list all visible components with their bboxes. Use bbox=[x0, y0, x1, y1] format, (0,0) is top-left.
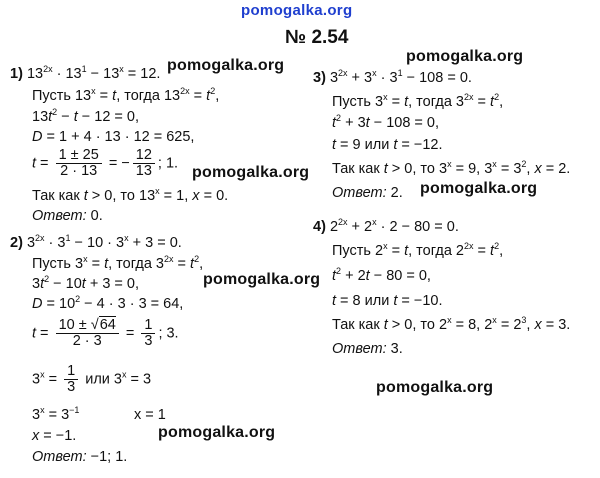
watermark: pomogalka.org bbox=[192, 164, 310, 181]
p3-quadratic: $t^2 + 3t - 108 = 0$, bbox=[332, 113, 440, 131]
p1-discriminant: D = 1 + 4 · 13 · 12 = 625, bbox=[32, 129, 195, 145]
p2-answer: Ответ: −1; 1. bbox=[32, 449, 128, 465]
p3-condition: Так как t > 0, то $3^x = 9$, $3^x = 3^2$, x = 2. bbox=[332, 159, 571, 177]
watermark-top: pomogalka.org bbox=[241, 2, 353, 19]
problem-title: № 2.54 bbox=[285, 27, 349, 48]
p3-number: 3) bbox=[313, 70, 326, 86]
p2-fraction-3: $\frac{1}{3}$ bbox=[64, 364, 78, 395]
p2-quadratic: $3t^2 - 10t + 3 = 0$, bbox=[32, 274, 140, 292]
watermark: pomogalka.org bbox=[406, 48, 524, 65]
watermark: pomogalka.org bbox=[167, 57, 285, 74]
p2-equation: 2) $3^{2x} \cdot 3^1 - 10 \cdot 3^x + 3 = 0$. bbox=[10, 233, 182, 251]
p4-roots: t = 8 или t = −10. bbox=[332, 293, 443, 309]
p3-roots: t = 9 или t = −12. bbox=[332, 137, 443, 153]
watermark: pomogalka.org bbox=[203, 271, 321, 288]
p2-roots: t = $\frac{10 \pm √64}{2 \cdot 3}$ = $\frac{1}{3}$ ; 3. bbox=[32, 317, 179, 349]
p2-fraction-2: $\frac{1}{3}$ bbox=[141, 318, 155, 349]
p3-equation: 3) $3^{2x} + 3^x \cdot 3^1 - 108 = 0$. bbox=[313, 68, 472, 86]
p3-substitution: Пусть $3^x = t$, тогда $3^{2x} = t^2$, bbox=[332, 92, 504, 110]
p1-fraction-1: $\frac{1 \pm 25}{2 \cdot 13}$ bbox=[56, 148, 102, 179]
p4-condition: Так как t > 0, то $2^x = 8$, $2^x = 2^3$, x = 3. bbox=[332, 315, 571, 333]
p4-number: 4) bbox=[313, 219, 326, 235]
p4-substitution: Пусть $2^x = t$, тогда $2^{2x} = t^2$, bbox=[332, 241, 504, 259]
p2-discriminant: $D = 10^2 - 4 \cdot 3 \cdot 3 = 64$, bbox=[32, 294, 184, 312]
p1-condition: Так как t > 0, то $13^x = 1$, x = 0. bbox=[32, 186, 229, 204]
p2-cases: $3^x$ = $\frac{1}{3}$ или $3^x = 3$ bbox=[32, 363, 152, 395]
p1-substitution: Пусть $13^x = t$, тогда $13^{2x} = t^2$, bbox=[32, 86, 220, 104]
p4-answer: Ответ: 3. bbox=[332, 341, 403, 357]
p1-equation: 1) $13^{2x} \cdot 13^1 - 13^x = 12$. bbox=[10, 64, 161, 82]
watermark: pomogalka.org bbox=[158, 424, 276, 441]
watermark: pomogalka.org bbox=[420, 180, 538, 197]
p1-number: 1) bbox=[10, 66, 23, 82]
p2-case-right: x = 1 bbox=[134, 407, 166, 423]
p1-fraction-2: $\frac{12}{13}$ bbox=[133, 148, 155, 179]
p2-solution: x = −1. bbox=[32, 428, 77, 444]
p1-quadratic: $13t^2 - t - 12 = 0$, bbox=[32, 107, 140, 125]
p2-fraction-1: $\frac{10 \pm √64}{2 \cdot 3}$ bbox=[56, 318, 119, 349]
p1-roots: t = $\frac{1 \pm 25}{2 \cdot 13}$ = − $\frac{12}{13}$ ; 1. bbox=[32, 147, 179, 179]
p2-number: 2) bbox=[10, 235, 23, 251]
p4-equation: 4) $2^{2x} + 2^x \cdot 2 - 80 = 0$. bbox=[313, 217, 459, 235]
p1-answer: Ответ: 0. bbox=[32, 208, 103, 224]
p2-substitution: Пусть $3^x = t$, тогда $3^{2x} = t^2$, bbox=[32, 254, 204, 272]
p4-quadratic: $t^2 + 2t - 80 = 0$, bbox=[332, 266, 431, 284]
watermark: pomogalka.org bbox=[376, 379, 494, 396]
p2-case-left: $3^x = 3^{-1}$ bbox=[32, 405, 80, 423]
p3-answer: Ответ: 2. bbox=[332, 185, 403, 201]
